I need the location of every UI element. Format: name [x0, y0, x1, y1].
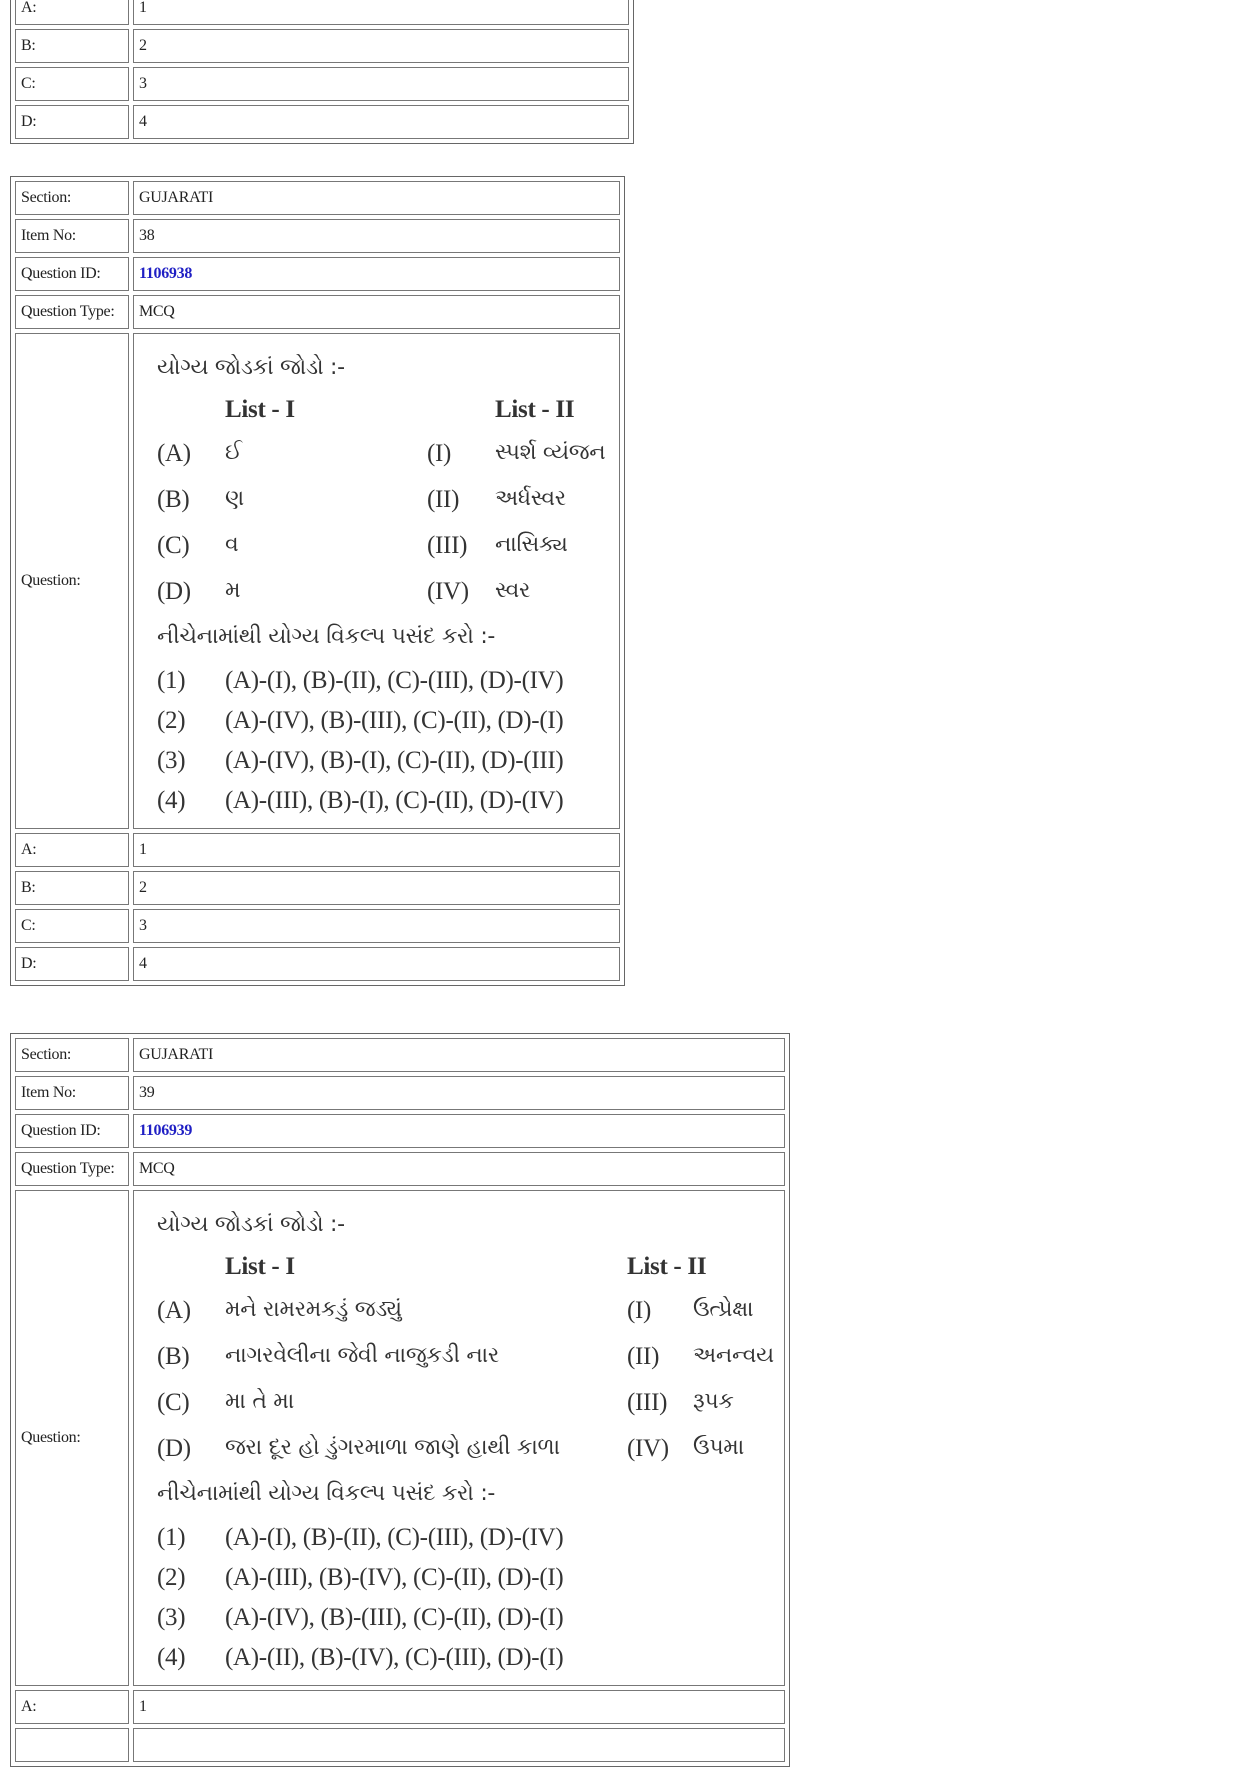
table-row [15, 871, 620, 905]
question-type-value: MCQ [133, 1152, 785, 1186]
match-row-item: વ [225, 532, 239, 557]
option-c-value: 3 [133, 67, 629, 101]
answer-option-text: (A)-(IV), (B)-(III), (C)-(II), (D)-(I) [225, 1603, 564, 1631]
question-id-label: Question ID: [15, 1114, 129, 1148]
answer-option-number: (1) [157, 1523, 186, 1551]
question-body [133, 1190, 785, 1686]
question-type-label: Question Type: [15, 295, 129, 329]
table-row [15, 0, 629, 25]
match-row-code: (C) [157, 1388, 190, 1416]
match-row-roman: (II) [627, 1342, 660, 1370]
table-row [15, 1152, 785, 1186]
option-a-label: A: [15, 833, 129, 867]
answer-option-text: (A)-(IV), (B)-(III), (C)-(II), (D)-(I) [225, 706, 564, 734]
table-row [15, 947, 620, 981]
option-d-label: D: [15, 105, 129, 139]
option-c-label: C: [15, 909, 129, 943]
match-row-match: સ્વર [495, 578, 531, 603]
match-row-item: ણ [225, 486, 244, 511]
table-row [15, 833, 620, 867]
match-row-match: અર્ધસ્વર [495, 486, 566, 511]
answer-option-number: (2) [157, 1563, 186, 1591]
match-row-roman: (II) [427, 485, 460, 513]
match-row [157, 1379, 779, 1425]
answer-option-text: (A)-(I), (B)-(II), (C)-(III), (D)-(IV) [225, 1523, 564, 1551]
option-b-value: 2 [133, 29, 629, 63]
option-c-value: 3 [133, 909, 620, 943]
table-row [15, 67, 629, 101]
match-row-item: જરા દૂર હો ડુંગરમાળા જાણે હાથી કાળા [225, 1435, 560, 1460]
option-d-value: 4 [133, 947, 620, 981]
match-row-roman: (IV) [427, 577, 469, 605]
option-d-label: D: [15, 947, 129, 981]
question-label: Question: [15, 1190, 129, 1686]
choose-instruction: નીચેનામાંથી યોગ્ય વિકલ્પ પસંદ કરો :- [157, 624, 496, 649]
table-row [15, 1728, 785, 1762]
match-row [157, 476, 614, 522]
list-2-header: List - II [627, 1252, 707, 1280]
table-row [15, 1114, 785, 1148]
question-instruction: યોગ્ય જોડકાં જોડો :- [157, 355, 345, 380]
table-row [15, 909, 620, 943]
item-no-label: Item No: [15, 219, 129, 253]
match-row-roman: (I) [427, 439, 452, 467]
match-row-code: (D) [157, 577, 191, 605]
question-body [133, 333, 620, 829]
question-label: Question: [15, 333, 129, 829]
match-row-roman: (IV) [627, 1434, 669, 1462]
list-1-header: List - I [225, 1252, 295, 1280]
table-row [15, 105, 629, 139]
table-row [15, 181, 620, 215]
answer-option [157, 1517, 779, 1557]
match-row-code: (D) [157, 1434, 191, 1462]
option-a-label: A: [15, 0, 129, 25]
answer-option-number: (3) [157, 746, 186, 774]
table-row [15, 29, 629, 63]
match-row-item: નાગરવેલીના જેવી નાજુકડી નાર [225, 1343, 499, 1368]
match-row-roman: (I) [627, 1296, 652, 1324]
question-table-prev [10, 0, 634, 144]
table-row [15, 1190, 785, 1686]
answer-option [157, 660, 614, 700]
match-row-item: મ [225, 578, 241, 603]
question-type-label: Question Type: [15, 1152, 129, 1186]
answer-option-text: (A)-(I), (B)-(II), (C)-(III), (D)-(IV) [225, 666, 564, 694]
match-row-code: (A) [157, 439, 191, 467]
match-row [157, 1287, 779, 1333]
section-label: Section: [15, 181, 129, 215]
match-row-match: નાસિક્ય [495, 532, 568, 557]
match-row-match: રૂપક [693, 1389, 734, 1414]
match-row-match: ઉત્પ્રેક્ષા [693, 1297, 754, 1322]
match-row-item: મા તે મા [225, 1389, 294, 1414]
table-row [15, 1038, 785, 1072]
item-no-label: Item No: [15, 1076, 129, 1110]
option-a-label: A: [15, 1690, 129, 1724]
choose-instruction: નીચેનામાંથી યોગ્ય વિકલ્પ પસંદ કરો :- [157, 1481, 496, 1506]
answer-option [157, 1597, 779, 1637]
question-id-label: Question ID: [15, 257, 129, 291]
match-row-code: (B) [157, 485, 190, 513]
answer-option-number: (3) [157, 1603, 186, 1631]
match-row-item: મને રામરમકડું જડ્યું [225, 1297, 402, 1322]
option-b-label [15, 1728, 129, 1762]
table-row [15, 1076, 785, 1110]
match-row-item: ઈ [225, 440, 242, 465]
option-a-value: 1 [133, 1690, 785, 1724]
question-id-value: 1106938 [133, 257, 620, 291]
match-row-code: (C) [157, 531, 190, 559]
section-label: Section: [15, 1038, 129, 1072]
table-row [15, 295, 620, 329]
match-row [157, 430, 614, 476]
match-row-match: અનન્વય [693, 1343, 774, 1368]
match-row-match: ઉપમા [693, 1435, 744, 1460]
list-1-header: List - I [225, 395, 295, 423]
answer-option-number: (4) [157, 1643, 186, 1671]
question-id-value: 1106939 [133, 1114, 785, 1148]
match-row-roman: (III) [627, 1388, 668, 1416]
answer-option-text: (A)-(IV), (B)-(I), (C)-(II), (D)-(III) [225, 746, 564, 774]
answer-option [157, 700, 614, 740]
match-row [157, 1333, 779, 1379]
list-2-header: List - II [495, 395, 575, 423]
match-row-roman: (III) [427, 531, 468, 559]
option-d-value: 4 [133, 105, 629, 139]
answer-option-number: (4) [157, 786, 186, 814]
option-b-value: 2 [133, 871, 620, 905]
item-no-value: 38 [133, 219, 620, 253]
match-row-match: સ્પર્શ વ્યંજન [495, 440, 606, 465]
answer-option-text: (A)-(II), (B)-(IV), (C)-(III), (D)-(I) [225, 1643, 564, 1671]
question-table-38 [10, 176, 625, 986]
match-row-code: (A) [157, 1296, 191, 1324]
table-row [15, 333, 620, 829]
match-row [157, 568, 614, 614]
answer-option-number: (1) [157, 666, 186, 694]
match-row [157, 1425, 779, 1471]
table-row [15, 257, 620, 291]
question-type-value: MCQ [133, 295, 620, 329]
option-b-value [133, 1728, 785, 1762]
answer-option [157, 780, 614, 820]
answer-option [157, 1557, 779, 1597]
answer-option-text: (A)-(III), (B)-(I), (C)-(II), (D)-(IV) [225, 786, 564, 814]
match-row [157, 522, 614, 568]
section-value: GUJARATI [133, 181, 620, 215]
answer-option-text: (A)-(III), (B)-(IV), (C)-(II), (D)-(I) [225, 1563, 564, 1591]
match-row-code: (B) [157, 1342, 190, 1370]
table-row [15, 1690, 785, 1724]
question-instruction: યોગ્ય જોડકાં જોડો :- [157, 1212, 345, 1237]
option-b-label: B: [15, 29, 129, 63]
table-row [15, 219, 620, 253]
option-a-value: 1 [133, 833, 620, 867]
answer-option [157, 1637, 779, 1677]
answer-option-number: (2) [157, 706, 186, 734]
option-b-label: B: [15, 871, 129, 905]
option-a-value: 1 [133, 0, 629, 25]
question-table-39 [10, 1033, 790, 1767]
section-value: GUJARATI [133, 1038, 785, 1072]
option-c-label: C: [15, 67, 129, 101]
item-no-value: 39 [133, 1076, 785, 1110]
answer-option [157, 740, 614, 780]
